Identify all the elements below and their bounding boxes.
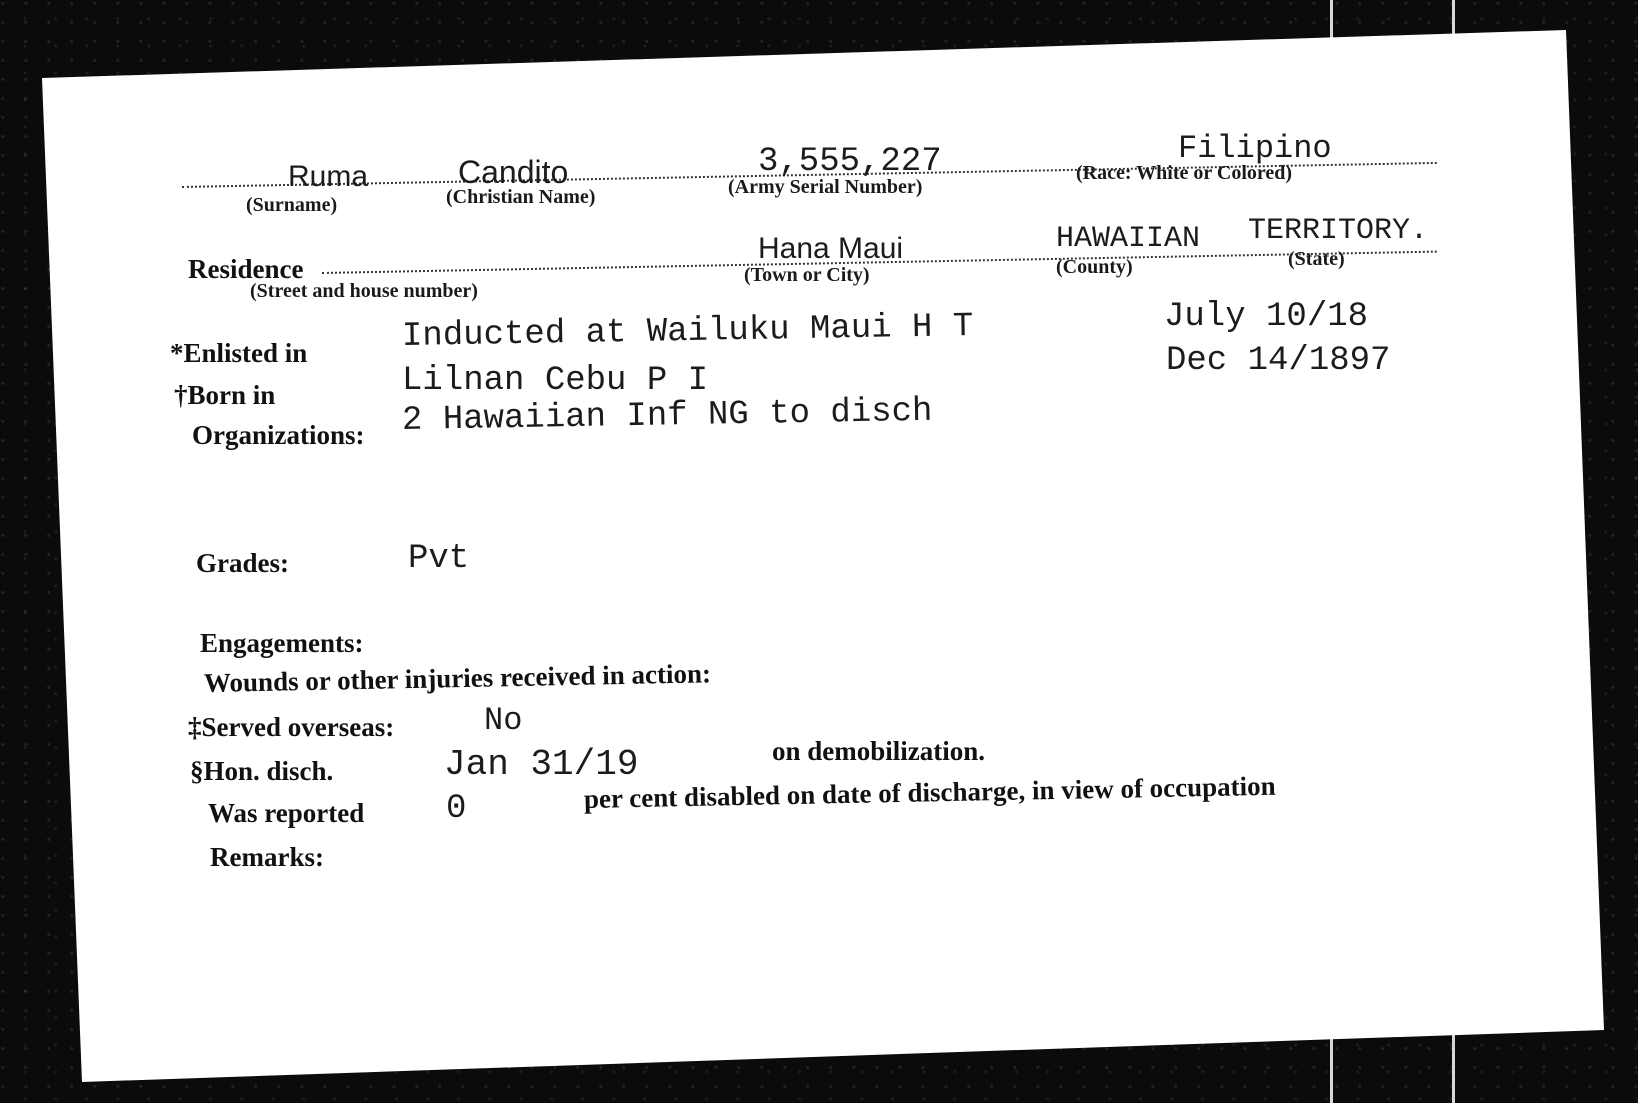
discharge-suffix: on demobilization. [772, 736, 986, 766]
surname-caption: (Surname) [246, 194, 338, 216]
enlisted-date: July 10/18 [1164, 298, 1369, 336]
enlisted-value: Inducted at Wailuku Maui H T [401, 308, 974, 356]
disability-value: 0 [446, 790, 467, 828]
serial-caption: (Army Serial Number) [728, 176, 923, 198]
race-caption: (Race: White or Colored) [1076, 162, 1293, 184]
residence-label: Residence [188, 254, 304, 284]
disability-label: Was reported [208, 798, 365, 828]
born-label: †Born in [174, 380, 276, 410]
wounds-label: Wounds or other injuries received in action: [203, 658, 712, 698]
discharge-label: §Hon. disch. [190, 756, 334, 786]
organizations-label: Organizations: [192, 420, 365, 450]
town-caption: (Town or City) [744, 264, 870, 286]
christian-name-caption: (Christian Name) [446, 186, 596, 208]
christian-name-value: Candito [458, 154, 569, 190]
race-value: Filipino [1178, 130, 1332, 167]
county-caption: (County) [1056, 256, 1133, 278]
disability-suffix: per cent disabled on date of discharge, in view of occupation [583, 770, 1276, 814]
state-caption: (State) [1288, 248, 1345, 270]
born-date: Dec 14/1897 [1166, 342, 1391, 380]
grades-label: Grades: [196, 548, 289, 578]
engagements-label: Engagements: [200, 628, 364, 658]
remarks-label: Remarks: [210, 842, 324, 872]
town-value: Hana Maui [758, 232, 904, 265]
enlisted-label: *Enlisted in [170, 338, 308, 368]
surname-value: Ruma [288, 160, 369, 193]
organizations-value: 2 Hawaiian Inf NG to disch [401, 392, 933, 440]
discharge-value: Jan 31/19 [444, 744, 639, 785]
state-value: TERRITORY. [1248, 214, 1429, 248]
grades-value: Pvt [408, 540, 470, 578]
street-caption: (Street and house number) [250, 280, 478, 302]
county-value: HAWAIIAN [1056, 222, 1201, 256]
serial-value: 3,555,227 [758, 143, 942, 181]
born-value: Lilnan Cebu P I [402, 362, 709, 400]
overseas-label: ‡Served overseas: [188, 712, 395, 742]
overseas-value: No [484, 702, 523, 739]
